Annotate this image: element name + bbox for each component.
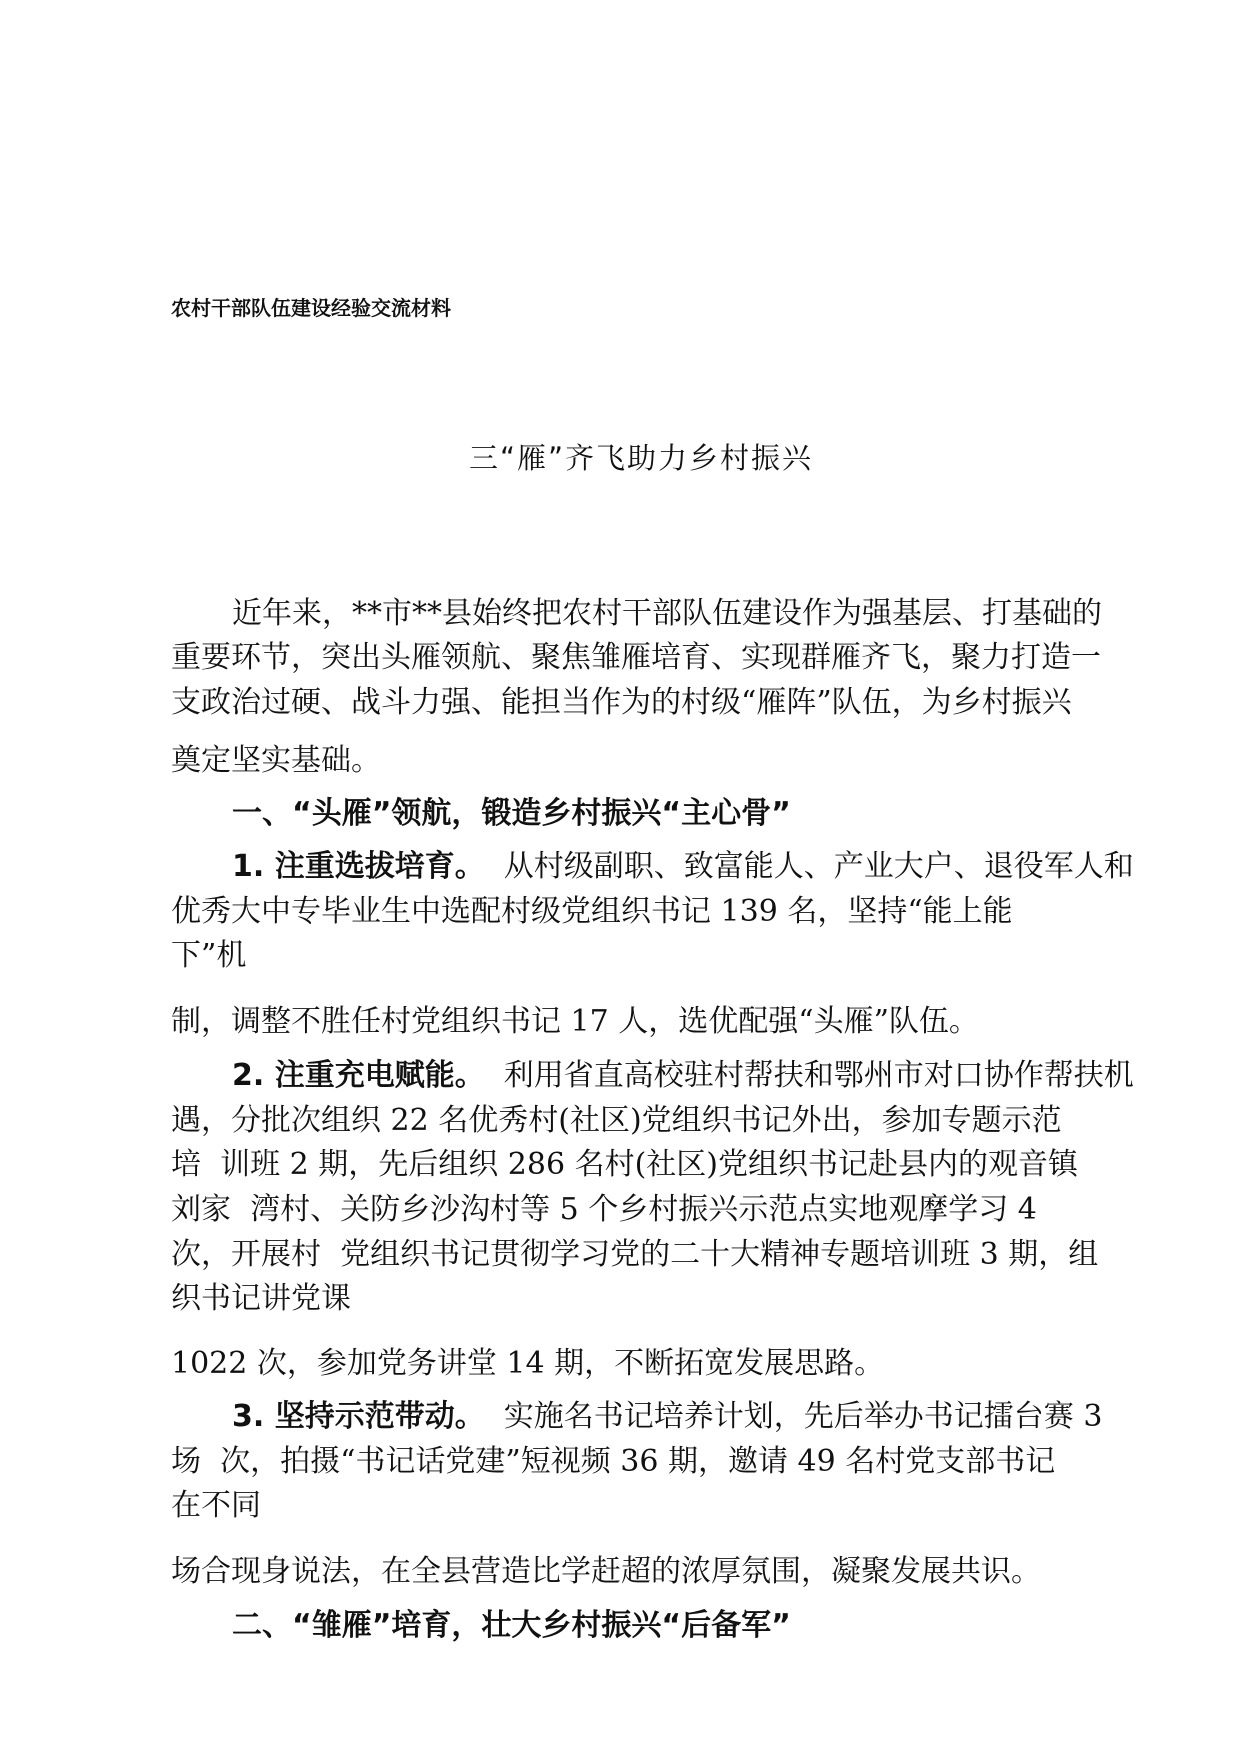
item-1-lead: 1. 注重选拔培育。: [232, 849, 485, 884]
item-3-lead: 3. 坚持示范带动。: [232, 1399, 485, 1434]
section-2-heading: 二、“雏雁”培育，壮大乡村振兴“后备军”: [232, 1608, 791, 1643]
item-2-line-7: 1022 次，参加党务讲堂 14 期，不断拓宽发展思路。: [171, 1346, 885, 1381]
intro-line-4: 奠定坚实基础。: [171, 743, 381, 778]
section-1-heading: 一、“头雁”领航，锻造乡村振兴“主心骨”: [232, 796, 791, 831]
item-2-line-1: [232, 1059, 1134, 1093]
item-1-line-4: 制，调整不胜任村党组织书记 17 人，选优配强“头雁”队伍。: [171, 1004, 979, 1039]
item-2-text-1: 利用省直高校驻村帮扶和鄂州市对口协作帮扶机: [503, 1058, 1134, 1093]
item-1-line-3: 下”机: [171, 938, 247, 973]
item-1-line-2: 优秀大中专毕业生中选配村级党组织书记 139 名，坚持“能上能: [171, 894, 1013, 929]
item-2-line-3: 培 训班 2 期，先后组织 286 名村(社区)党组织书记赴县内的观音镇: [171, 1147, 1078, 1182]
item-3-line-2: 场 次，拍摄“书记话党建”短视频 36 期，邀请 49 名村党支部书记: [171, 1444, 1056, 1479]
item-3-line-3: 在不同: [171, 1488, 261, 1523]
intro-line-2: 重要环节，突出头雁领航、聚焦雏雁培育、实现群雁齐飞，聚力打造一: [171, 640, 1101, 675]
document-label: 农村干部队伍建设经验交流材料: [171, 296, 451, 320]
item-3-text-1: 实施名书记培养计划，先后举办书记擂台赛 3: [503, 1399, 1103, 1434]
intro-line-3: 支政治过硬、战斗力强、能担当作为的村级“雁阵”队伍，为乡村振兴: [171, 685, 1072, 720]
item-2-line-6: 织书记讲党课: [171, 1281, 351, 1316]
item-2-line-4: 刘家 湾村、关防乡沙沟村等 5 个乡村振兴示范点实地观摩学习 4: [171, 1192, 1037, 1227]
item-2-line-2: 遇，分批次组织 22 名优秀村(社区)党组织书记外出，参加专题示范: [171, 1103, 1062, 1138]
document-title: 三“雁”齐飞助力乡村振兴: [469, 441, 814, 475]
item-1-text-1: 从村级副职、致富能人、产业大户、退役军人和: [503, 849, 1134, 884]
item-2-lead: 2. 注重充电赋能。: [232, 1058, 485, 1093]
item-3-line-4: 场合现身说法，在全县营造比学赶超的浓厚氛围，凝聚发展共识。: [171, 1554, 1041, 1589]
item-3-line-1: [232, 1400, 1102, 1434]
item-1-line-1: [232, 850, 1134, 884]
intro-line-1: 近年来，**市**县始终把农村干部队伍建设作为强基层、打基础的: [232, 596, 1102, 631]
item-2-line-5: 次，开展村 党组织书记贯彻学习党的二十大精神专题培训班 3 期，组: [171, 1237, 1099, 1272]
